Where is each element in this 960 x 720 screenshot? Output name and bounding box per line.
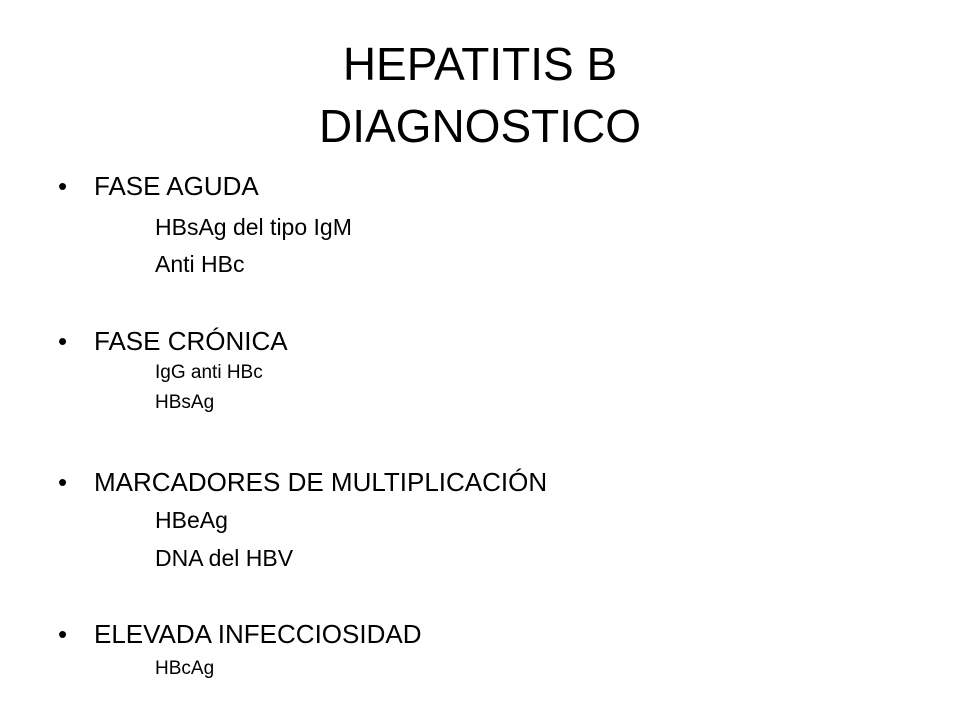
bullet-fase-aguda (58, 170, 259, 202)
bullet-marker: • (58, 171, 68, 201)
sub-item: HBcAg (155, 658, 215, 679)
slide-title-line-1: HEPATITIS B (342, 38, 618, 90)
sub-item: IgG anti HBc (155, 362, 263, 383)
sub-item: Anti HBc (155, 251, 245, 277)
section-heading: MARCADORES DE MULTIPLICACIÓN (94, 467, 548, 497)
bullet-elevada-infecciosidad (58, 618, 422, 650)
sub-item: HBeAg (155, 507, 228, 533)
bullet-marcadores-multiplicacion (58, 466, 547, 498)
bullet-marker: • (58, 619, 68, 649)
sub-item: HBsAg (155, 392, 215, 413)
bullet-marker: • (58, 326, 68, 356)
sub-item: DNA del HBV (155, 545, 294, 571)
sub-item: HBsAg del tipo IgM (155, 214, 352, 240)
bullet-fase-cronica (58, 325, 288, 357)
bullet-marker: • (58, 467, 68, 497)
section-heading: FASE AGUDA (94, 171, 259, 201)
section-heading: FASE CRÓNICA (94, 326, 288, 356)
section-heading: ELEVADA INFECCIOSIDAD (94, 619, 422, 649)
slide-title-line-2: DIAGNOSTICO (318, 100, 642, 152)
